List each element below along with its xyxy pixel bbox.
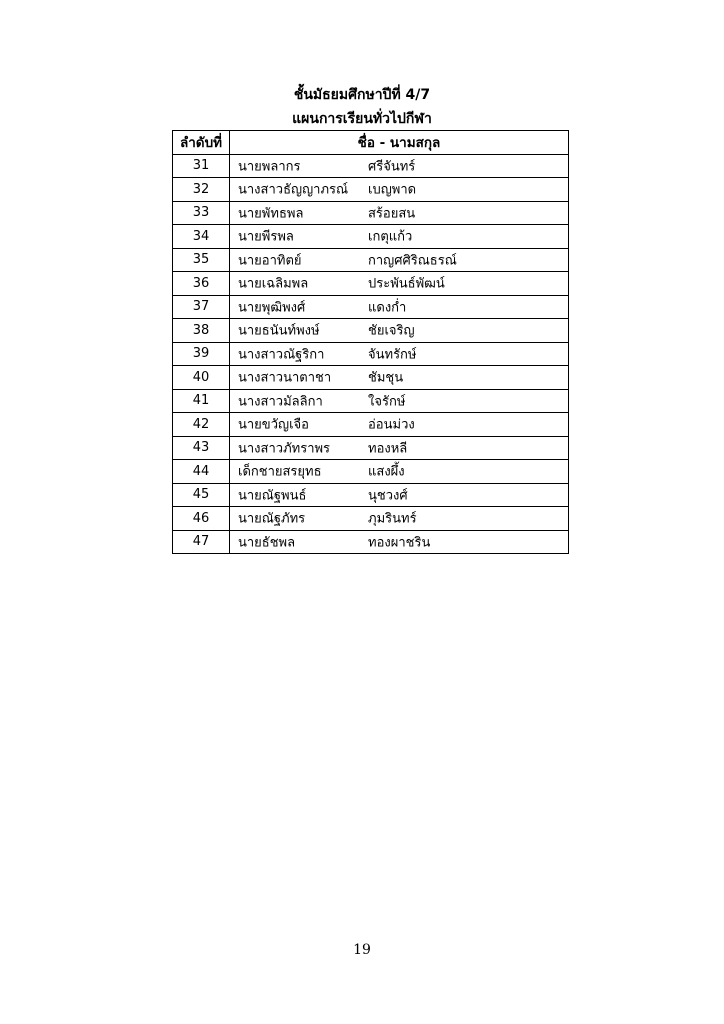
student-last-name: ทองหลี xyxy=(368,441,408,457)
student-first-name: นางสาวธัญญาภรณ์ xyxy=(238,182,349,198)
student-name-cell xyxy=(230,201,569,225)
row-number-cell: 40 xyxy=(173,366,230,390)
student-last-name: ชัมชุน xyxy=(368,370,404,386)
student-first-name: เด็กชายสรยุทธ xyxy=(238,464,322,480)
table-header-row xyxy=(173,131,569,155)
student-first-name: นายพุฒิพงศ์ xyxy=(238,300,306,316)
table-row xyxy=(173,319,569,343)
row-number-cell: 37 xyxy=(173,295,230,319)
student-name-cell xyxy=(230,460,569,484)
student-name-cell xyxy=(230,154,569,178)
row-number-cell: 44 xyxy=(173,460,230,484)
student-name-cell xyxy=(230,295,569,319)
student-first-name: นางสาวนาตาชา xyxy=(238,370,332,386)
student-last-name: แดงก่ำ xyxy=(368,300,407,316)
student-last-name: อ่อนม่วง xyxy=(368,417,415,433)
student-name-cell xyxy=(230,483,569,507)
document-subtitle: แผนการเรียนทั่วไปกีฬา xyxy=(292,111,432,127)
row-number-cell: 35 xyxy=(173,248,230,272)
student-name-cell xyxy=(230,413,569,437)
student-last-name: ศรีจันทร์ xyxy=(368,159,416,175)
student-first-name: นายอาทิตย์ xyxy=(238,253,302,269)
table-row xyxy=(173,483,569,507)
table-row xyxy=(173,201,569,225)
student-first-name: นางสาวณัฐริกา xyxy=(238,347,325,363)
student-name-cell xyxy=(230,507,569,531)
row-number-cell: 32 xyxy=(173,178,230,202)
student-last-name: ทองผาชริน xyxy=(368,535,431,551)
student-last-name: กาญศศิริณธรณ์ xyxy=(368,253,457,269)
column-header-name: ชื่อ - นามสกุล xyxy=(230,131,569,155)
student-name-cell xyxy=(230,272,569,296)
student-last-name: ใจรักษ์ xyxy=(368,394,406,410)
student-last-name: เกตุแก้ว xyxy=(368,229,413,245)
table-row xyxy=(173,154,569,178)
student-last-name: ภุมรินทร์ xyxy=(368,511,417,527)
column-header-number: ลำดับที่ xyxy=(173,131,230,155)
row-number-cell: 38 xyxy=(173,319,230,343)
student-name-cell xyxy=(230,366,569,390)
student-name-cell xyxy=(230,530,569,554)
row-number-cell: 39 xyxy=(173,342,230,366)
student-last-name: นุชวงศ์ xyxy=(368,488,408,504)
student-roster-table xyxy=(172,130,569,554)
student-first-name: นายธนันท์พงษ์ xyxy=(238,323,320,339)
table-row xyxy=(173,413,569,437)
student-last-name: ประพันธ์พัฒน์ xyxy=(368,276,445,292)
table-row xyxy=(173,295,569,319)
table-row xyxy=(173,248,569,272)
table-row xyxy=(173,507,569,531)
student-name-cell xyxy=(230,342,569,366)
table-row xyxy=(173,389,569,413)
row-number-cell: 45 xyxy=(173,483,230,507)
table-row xyxy=(173,178,569,202)
table-row xyxy=(173,342,569,366)
student-last-name: แสงผึ้ง xyxy=(368,464,405,480)
table-body xyxy=(173,154,569,554)
table-row xyxy=(173,460,569,484)
row-number-cell: 43 xyxy=(173,436,230,460)
student-name-cell xyxy=(230,319,569,343)
table-row xyxy=(173,366,569,390)
table-row xyxy=(173,530,569,554)
student-first-name: นายธัชพล xyxy=(238,535,296,551)
row-number-cell: 34 xyxy=(173,225,230,249)
row-number-cell: 42 xyxy=(173,413,230,437)
student-name-cell xyxy=(230,436,569,460)
student-first-name: นายพีรพล xyxy=(238,229,294,245)
row-number-cell: 31 xyxy=(173,154,230,178)
student-first-name: นายพลากร xyxy=(238,159,301,175)
student-first-name: นายณัฐภัทร xyxy=(238,511,306,527)
document-title: ชั้นมัธยมศึกษาปีที่ 4/7 xyxy=(293,87,431,103)
student-first-name: นายเฉลิมพล xyxy=(238,276,309,292)
row-number-cell: 36 xyxy=(173,272,230,296)
student-last-name: จันทรักษ์ xyxy=(368,347,417,363)
student-last-name: สร้อยสน xyxy=(368,206,416,222)
student-first-name: นายพัทธพล xyxy=(238,206,304,222)
row-number-cell: 41 xyxy=(173,389,230,413)
student-last-name: เบญพาด xyxy=(368,182,417,198)
student-first-name: นางสาวภัทราพร xyxy=(238,441,331,457)
table-row xyxy=(173,436,569,460)
student-name-cell xyxy=(230,389,569,413)
student-name-cell xyxy=(230,248,569,272)
student-name-cell xyxy=(230,178,569,202)
row-number-cell: 47 xyxy=(173,530,230,554)
table-row xyxy=(173,225,569,249)
row-number-cell: 46 xyxy=(173,507,230,531)
student-first-name: นายณัฐพนธ์ xyxy=(238,488,307,504)
page-number: 19 xyxy=(353,942,371,958)
student-first-name: นายขวัญเจือ xyxy=(238,417,309,433)
student-first-name: นางสาวมัลลิกา xyxy=(238,394,323,410)
student-last-name: ชัยเจริญ xyxy=(368,323,415,339)
table-row xyxy=(173,272,569,296)
row-number-cell: 33 xyxy=(173,201,230,225)
student-name-cell xyxy=(230,225,569,249)
